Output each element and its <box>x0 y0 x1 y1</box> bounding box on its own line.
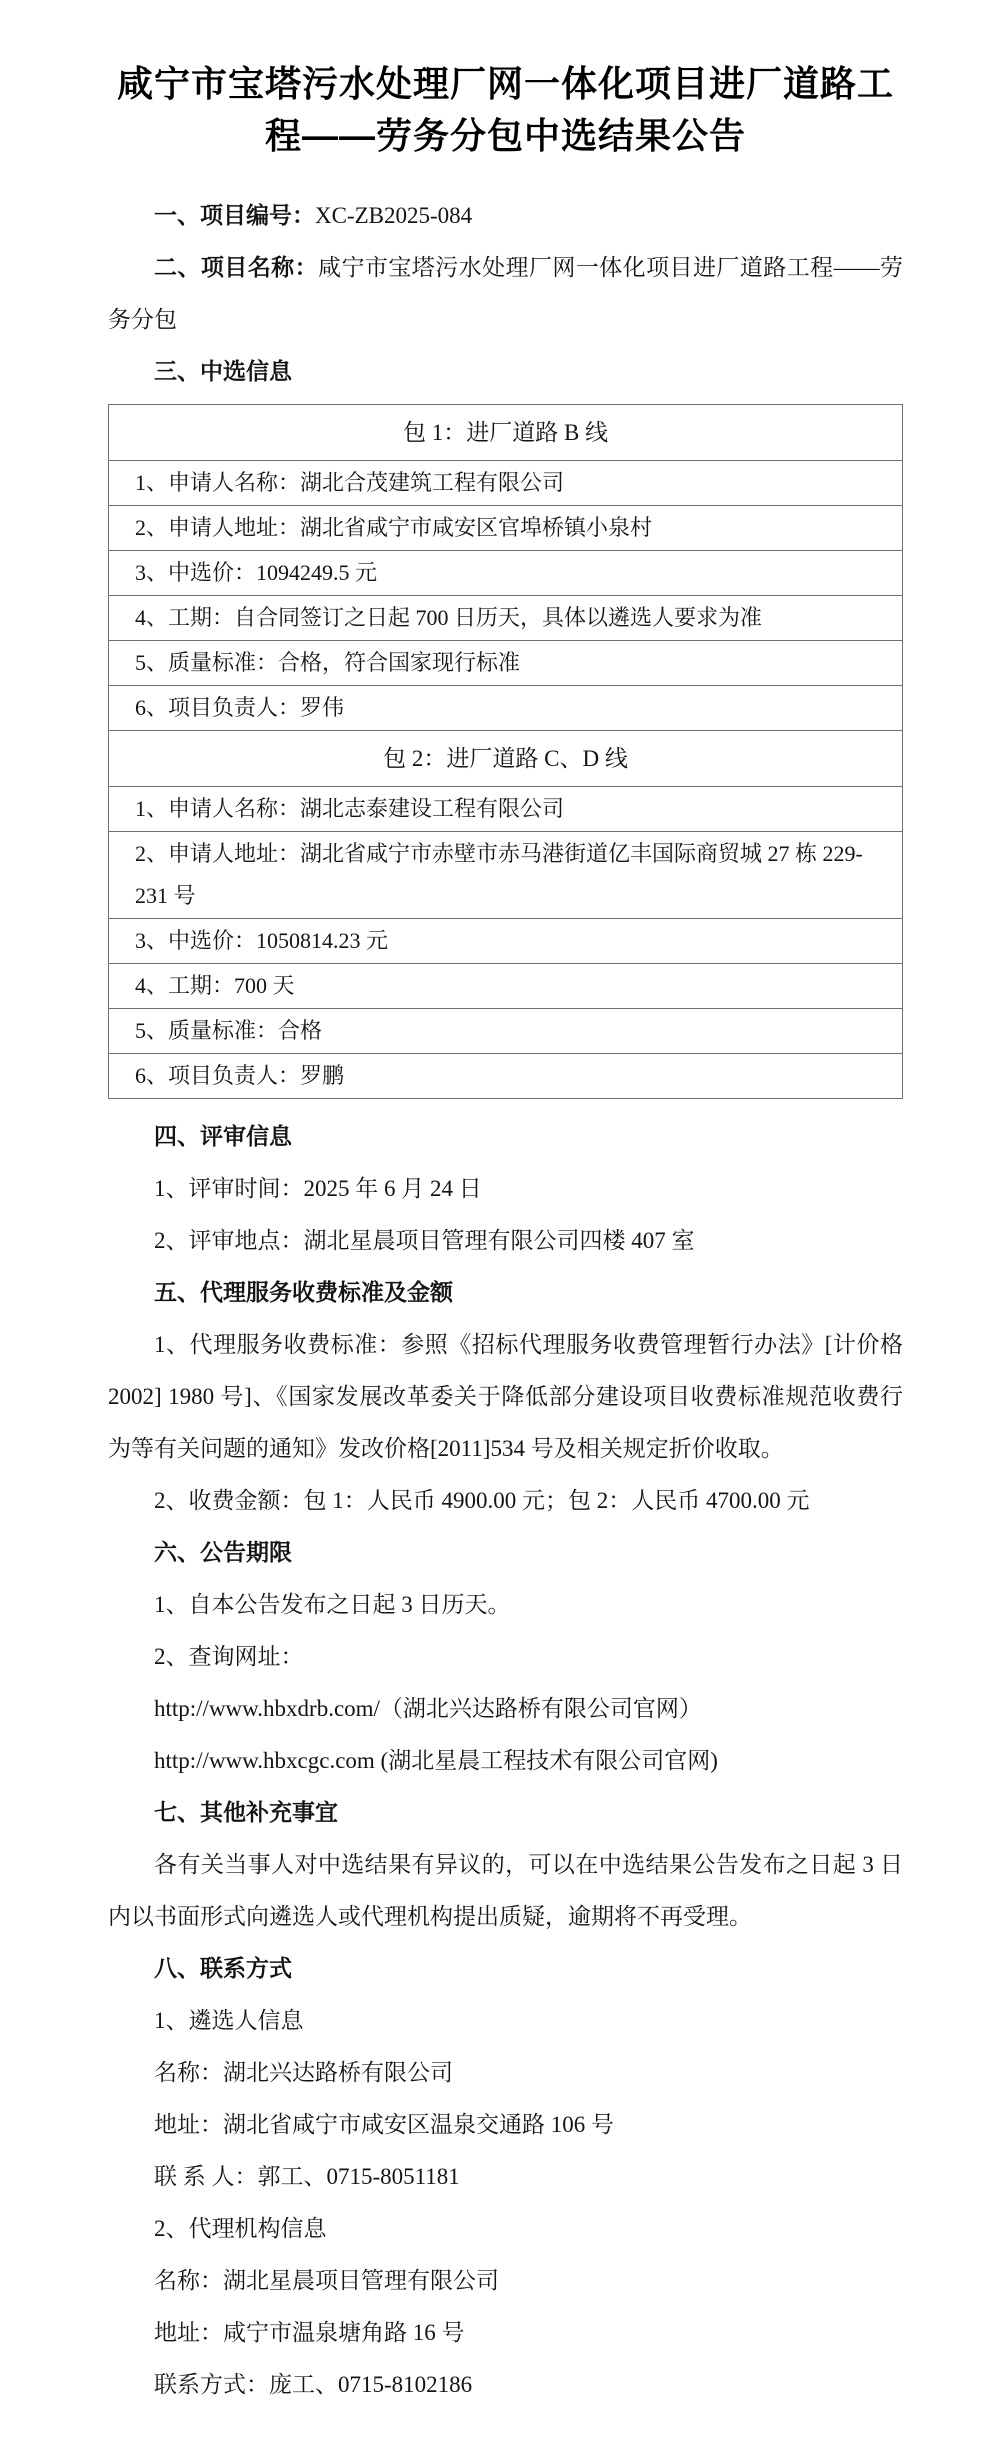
section-notice-period-heading: 六、公告期限 <box>154 1540 292 1565</box>
package-2-applicant-name: 1、申请人名称：湖北志泰建设工程有限公司 <box>109 787 903 832</box>
selector-contact-person: 联 系 人：郭工、0715-8051181 <box>154 2164 460 2189</box>
section-project-number <box>108 190 903 242</box>
package-2-winning-price: 3、中选价：1050814.23 元 <box>109 919 903 964</box>
project-name-value: 咸宁市宝塔污水处理厂网一体化项目进厂道路工程——劳务分包 <box>108 255 904 332</box>
package-2-header: 包 2：进厂道路 C、D 线 <box>109 731 903 787</box>
section-project-name <box>108 242 903 346</box>
package-1-quality-standard: 5、质量标准：合格，符合国家现行标准 <box>109 641 903 686</box>
table-row <box>109 787 903 832</box>
selector-address: 地址：湖北省咸宁市咸安区温泉交通路 106 号 <box>154 2112 614 2137</box>
selector-name: 名称：湖北兴达路桥有限公司 <box>154 2060 453 2085</box>
table-row <box>109 964 903 1009</box>
section-agency-fee-heading: 五、代理服务收费标准及金额 <box>154 1280 453 1305</box>
table-row <box>109 461 903 506</box>
document-title: 咸宁市宝塔污水处理厂网一体化项目进厂道路工程——劳务分包中选结果公告 <box>116 63 894 156</box>
agency-contact-person: 联系方式：庞工、0715-8102186 <box>154 2372 473 2397</box>
review-location: 2、评审地点：湖北星晨项目管理有限公司四楼 407 室 <box>154 1228 695 1253</box>
notice-period-duration: 1、自本公告发布之日起 3 日历天。 <box>154 1592 511 1617</box>
package-1-project-leader: 6、项目负责人：罗伟 <box>109 686 903 731</box>
query-url-hbxcgc: http://www.hbxcgc.com (湖北星晨工程技术有限公司官网) <box>154 1748 718 1773</box>
agency-info-heading: 2、代理机构信息 <box>154 2216 327 2241</box>
package-2-duration: 4、工期：700 天 <box>109 964 903 1009</box>
table-row <box>109 641 903 686</box>
package-1-winning-price: 3、中选价：1094249.5 元 <box>109 551 903 596</box>
table-row <box>109 1009 903 1054</box>
agency-address: 地址：咸宁市温泉塘角路 16 号 <box>154 2320 465 2345</box>
package-2-quality-standard: 5、质量标准：合格 <box>109 1009 903 1054</box>
section-other-matters-heading: 七、其他补充事宜 <box>154 1800 338 1825</box>
review-time: 1、评审时间：2025 年 6 月 24 日 <box>154 1176 482 1201</box>
package-2-project-leader: 6、项目负责人：罗鹏 <box>109 1054 903 1099</box>
package-1-table <box>108 404 903 731</box>
table-row <box>109 919 903 964</box>
section-review-info-heading: 四、评审信息 <box>154 1124 292 1149</box>
other-matters-body: 各有关当事人对中选结果有异议的，可以在中选结果公告发布之日起 3 日内以书面形式向遴选人或代理机构提出质疑，逾期将不再受理。 <box>108 1852 903 1929</box>
package-1-header: 包 1：进厂道路 B 线 <box>109 405 903 461</box>
table-row <box>109 506 903 551</box>
package-1-applicant-address: 2、申请人地址：湖北省咸宁市咸安区官埠桥镇小泉村 <box>109 506 903 551</box>
notice-period-query-label: 2、查询网址： <box>154 1644 304 1669</box>
agency-name: 名称：湖北星晨项目管理有限公司 <box>154 2268 499 2293</box>
package-1-applicant-name: 1、申请人名称：湖北合茂建筑工程有限公司 <box>109 461 903 506</box>
section-selection-info-heading: 三、中选信息 <box>154 359 292 384</box>
table-row <box>109 731 903 787</box>
table-row <box>109 405 903 461</box>
table-row <box>109 832 903 919</box>
table-row <box>109 551 903 596</box>
package-2-table <box>108 730 903 1099</box>
table-row <box>109 596 903 641</box>
table-row <box>109 686 903 731</box>
agency-fee-standard: 1、代理服务收费标准：参照《招标代理服务收费管理暂行办法》[计价格 2002] 1980 号]、《国家发展改革委关于降低部分建设项目收费标准规范收费行为等有关问题的通知》发改价格[2011]534 号及相关规定折价收取。 <box>108 1332 903 1461</box>
section-contact-heading: 八、联系方式 <box>154 1956 292 1981</box>
project-number-label: 一、项目编号： <box>154 203 315 228</box>
query-url-hbxdrb: http://www.hbxdrb.com/（湖北兴达路桥有限公司官网） <box>154 1696 702 1721</box>
selector-info-heading: 1、遴选人信息 <box>154 2008 304 2033</box>
agency-fee-amount: 2、收费金额：包 1：人民币 4900.00 元；包 2：人民币 4700.00 元 <box>154 1488 810 1513</box>
package-1-duration: 4、工期：自合同签订之日起 700 日历天，具体以遴选人要求为准 <box>109 596 903 641</box>
package-2-applicant-address: 2、申请人地址：湖北省咸宁市赤壁市赤马港街道亿丰国际商贸城 27 栋 229-231 号 <box>109 832 903 919</box>
project-number-value: XC-ZB2025-084 <box>315 203 473 228</box>
table-row <box>109 1054 903 1099</box>
project-name-label: 二、项目名称： <box>154 255 319 280</box>
